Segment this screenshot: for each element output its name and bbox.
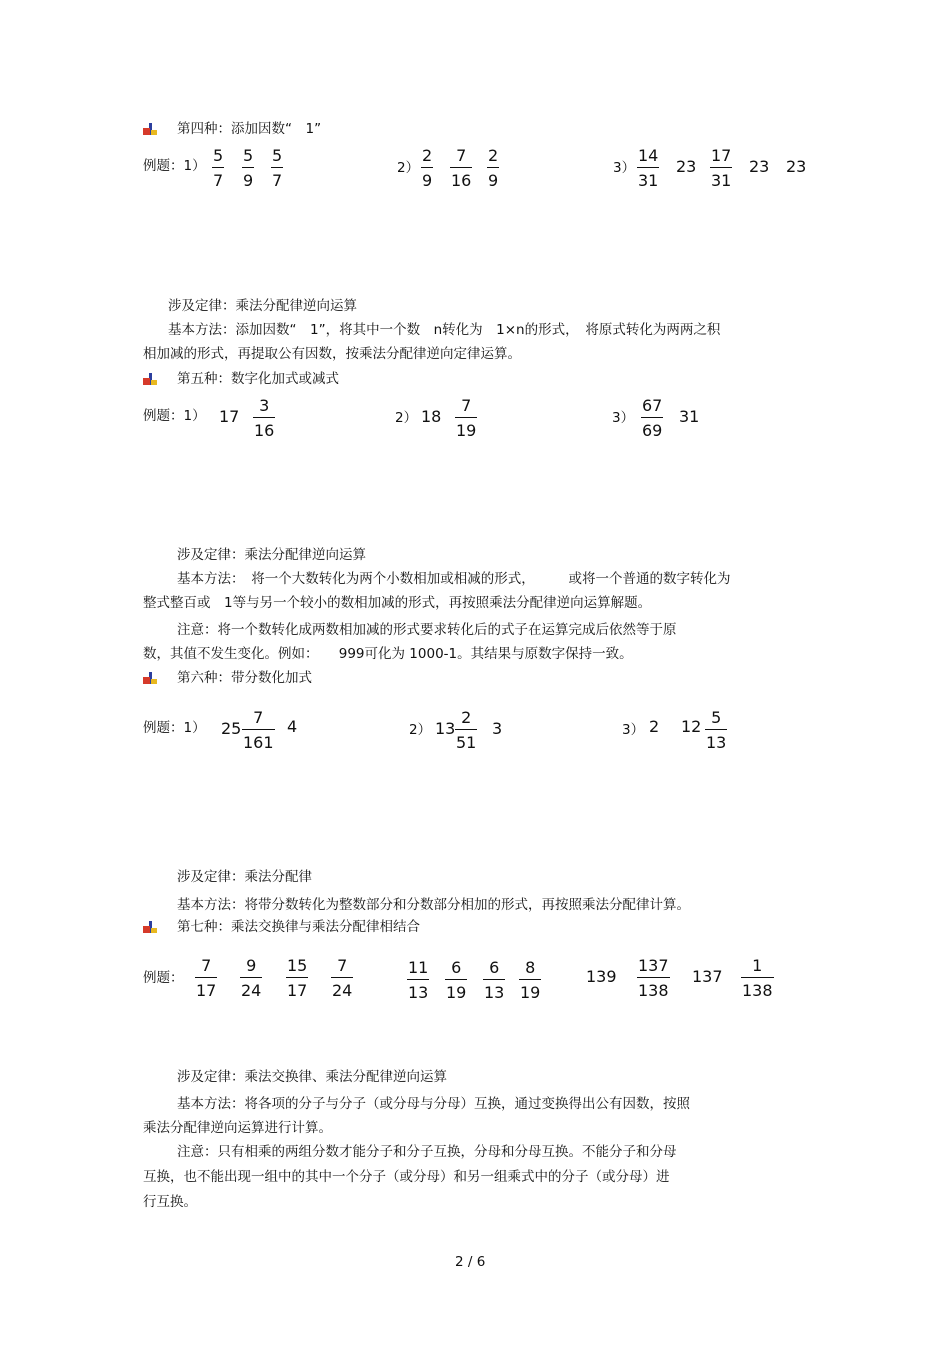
number: 23 xyxy=(786,157,807,176)
section7-heading: 第七种：乘法交换律与乘法分配律相结合 xyxy=(177,919,420,935)
s4-problem-3-label: 3） xyxy=(613,160,636,176)
number: 4 xyxy=(287,717,298,736)
s7-law: 涉及定律：乘法交换律、乘法分配律逆向运算 xyxy=(177,1069,447,1085)
fraction: $\frac{15}{17}$ xyxy=(287,956,308,1000)
fraction: $\frac{7}{161}$ xyxy=(243,708,274,752)
fraction: $\frac{5}{9}$ xyxy=(243,146,254,190)
fraction: $\frac{9}{24}$ xyxy=(241,956,262,1000)
s7-note-line1: 注意：只有相乘的两组分数才能分子和分子互换，分母和分母互换。不能分子和分母 xyxy=(177,1144,677,1160)
s6-example-label: 例题：1） xyxy=(143,720,206,736)
s6-method-line1: 基本方法：将带分数转化为整数部分和分数部分相加的形式，再按照乘法分配律计算。 xyxy=(177,897,690,913)
fraction: $\frac{3}{16}$ xyxy=(254,396,275,440)
s7-method-line1: 基本方法：将各项的分子与分子（或分母与分母）互换，通过变换得出公有因数，按照 xyxy=(177,1096,690,1112)
fraction: $\frac{7}{17}$ xyxy=(196,956,217,1000)
number: 23 xyxy=(676,157,697,176)
s5-example-label: 例题：1） xyxy=(143,408,206,424)
fraction: $\frac{11}{13}$ xyxy=(408,958,429,1002)
fraction: $\frac{5}{13}$ xyxy=(706,708,727,752)
fraction: $\frac{2}{51}$ xyxy=(456,708,477,752)
fraction: $\frac{6}{13}$ xyxy=(484,958,505,1002)
s5-law: 涉及定律：乘法分配律逆向运算 xyxy=(177,547,366,563)
fraction: $\frac{5}{7}$ xyxy=(213,146,224,190)
fraction: $\frac{67}{69}$ xyxy=(642,396,663,440)
s5-note-line1: 注意：将一个数转化成两数相加减的形式要求转化后的式子在运算完成后依然等于原 xyxy=(177,622,677,638)
whole-number: 12 xyxy=(681,717,702,736)
s5-problem-2-label: 2） xyxy=(395,410,418,426)
number: 137 xyxy=(692,967,723,986)
s6-problem-3-label: 3） xyxy=(622,722,645,738)
whole-number: 25 xyxy=(221,719,242,738)
bullet-icon xyxy=(143,921,157,933)
fraction: $\frac{7}{24}$ xyxy=(332,956,353,1000)
fraction: $\frac{137}{138}$ xyxy=(638,956,669,1000)
number: 18 xyxy=(421,407,442,426)
s4-method-line2: 相加减的形式，再提取公有因数，按乘法分配律逆向定律运算。 xyxy=(143,346,521,362)
s7-method-line2: 乘法分配律逆向运算进行计算。 xyxy=(143,1120,332,1136)
s4-method-line1: 基本方法：添加因数“ 1”，将其中一个数 n转化为 1×n的形式， 将原式转化为两两之积 xyxy=(168,322,721,338)
fraction: $\frac{2}{9}$ xyxy=(422,146,433,190)
s5-problem-3-label: 3） xyxy=(612,410,635,426)
whole-number: 13 xyxy=(435,719,456,738)
fraction: $\frac{6}{19}$ xyxy=(446,958,467,1002)
bullet-icon xyxy=(143,373,157,385)
number: 23 xyxy=(749,157,770,176)
number: 31 xyxy=(679,407,700,426)
section5-heading: 第五种：数字化加式或减式 xyxy=(177,371,339,387)
bullet-icon xyxy=(143,123,157,135)
s4-problem-2-label: 2） xyxy=(397,160,420,176)
s7-note-line2: 互换，也不能出现一组中的其中一个分子（或分母）和另一组乘式中的分子（或分母）进 xyxy=(143,1169,670,1185)
section6-heading: 第六种：带分数化加式 xyxy=(177,670,312,686)
number: 3 xyxy=(492,719,503,738)
fraction: $\frac{17}{31}$ xyxy=(711,146,732,190)
fraction: $\frac{7}{19}$ xyxy=(456,396,477,440)
s4-example-label: 例题：1） xyxy=(143,158,206,174)
bullet-icon xyxy=(143,672,157,684)
s7-note-line3: 行互换。 xyxy=(143,1194,197,1210)
number: 17 xyxy=(219,407,240,426)
s6-problem-2-label: 2） xyxy=(409,722,432,738)
fraction: $\frac{2}{9}$ xyxy=(488,146,499,190)
s5-method-line1: 基本方法： 将一个大数转化为两个小数相加或相减的形式， 或将一个普通的数字转化为 xyxy=(177,571,731,587)
s5-note-line2: 数，其值不发生变化。例如： 999可化为 1000-1。其结果与原数字保持一致。 xyxy=(143,646,633,662)
fraction: $\frac{7}{16}$ xyxy=(451,146,472,190)
s5-method-line2: 整式整百或 1等与另一个较小的数相加减的形式，再按照乘法分配律逆向运算解题。 xyxy=(143,595,652,611)
number: 2 xyxy=(649,717,660,736)
fraction: $\frac{14}{31}$ xyxy=(638,146,659,190)
fraction: $\frac{8}{19}$ xyxy=(520,958,541,1002)
s4-law: 涉及定律：乘法分配律逆向运算 xyxy=(168,298,357,314)
fraction: $\frac{5}{7}$ xyxy=(272,146,283,190)
section4-heading: 第四种：添加因数“ 1” xyxy=(177,121,322,137)
fraction: $\frac{1}{138}$ xyxy=(742,956,773,1000)
s7-example-label: 例题： xyxy=(143,970,184,986)
s6-law: 涉及定律：乘法分配律 xyxy=(177,869,312,885)
page-number: 2 / 6 xyxy=(455,1254,486,1270)
number: 139 xyxy=(586,967,617,986)
